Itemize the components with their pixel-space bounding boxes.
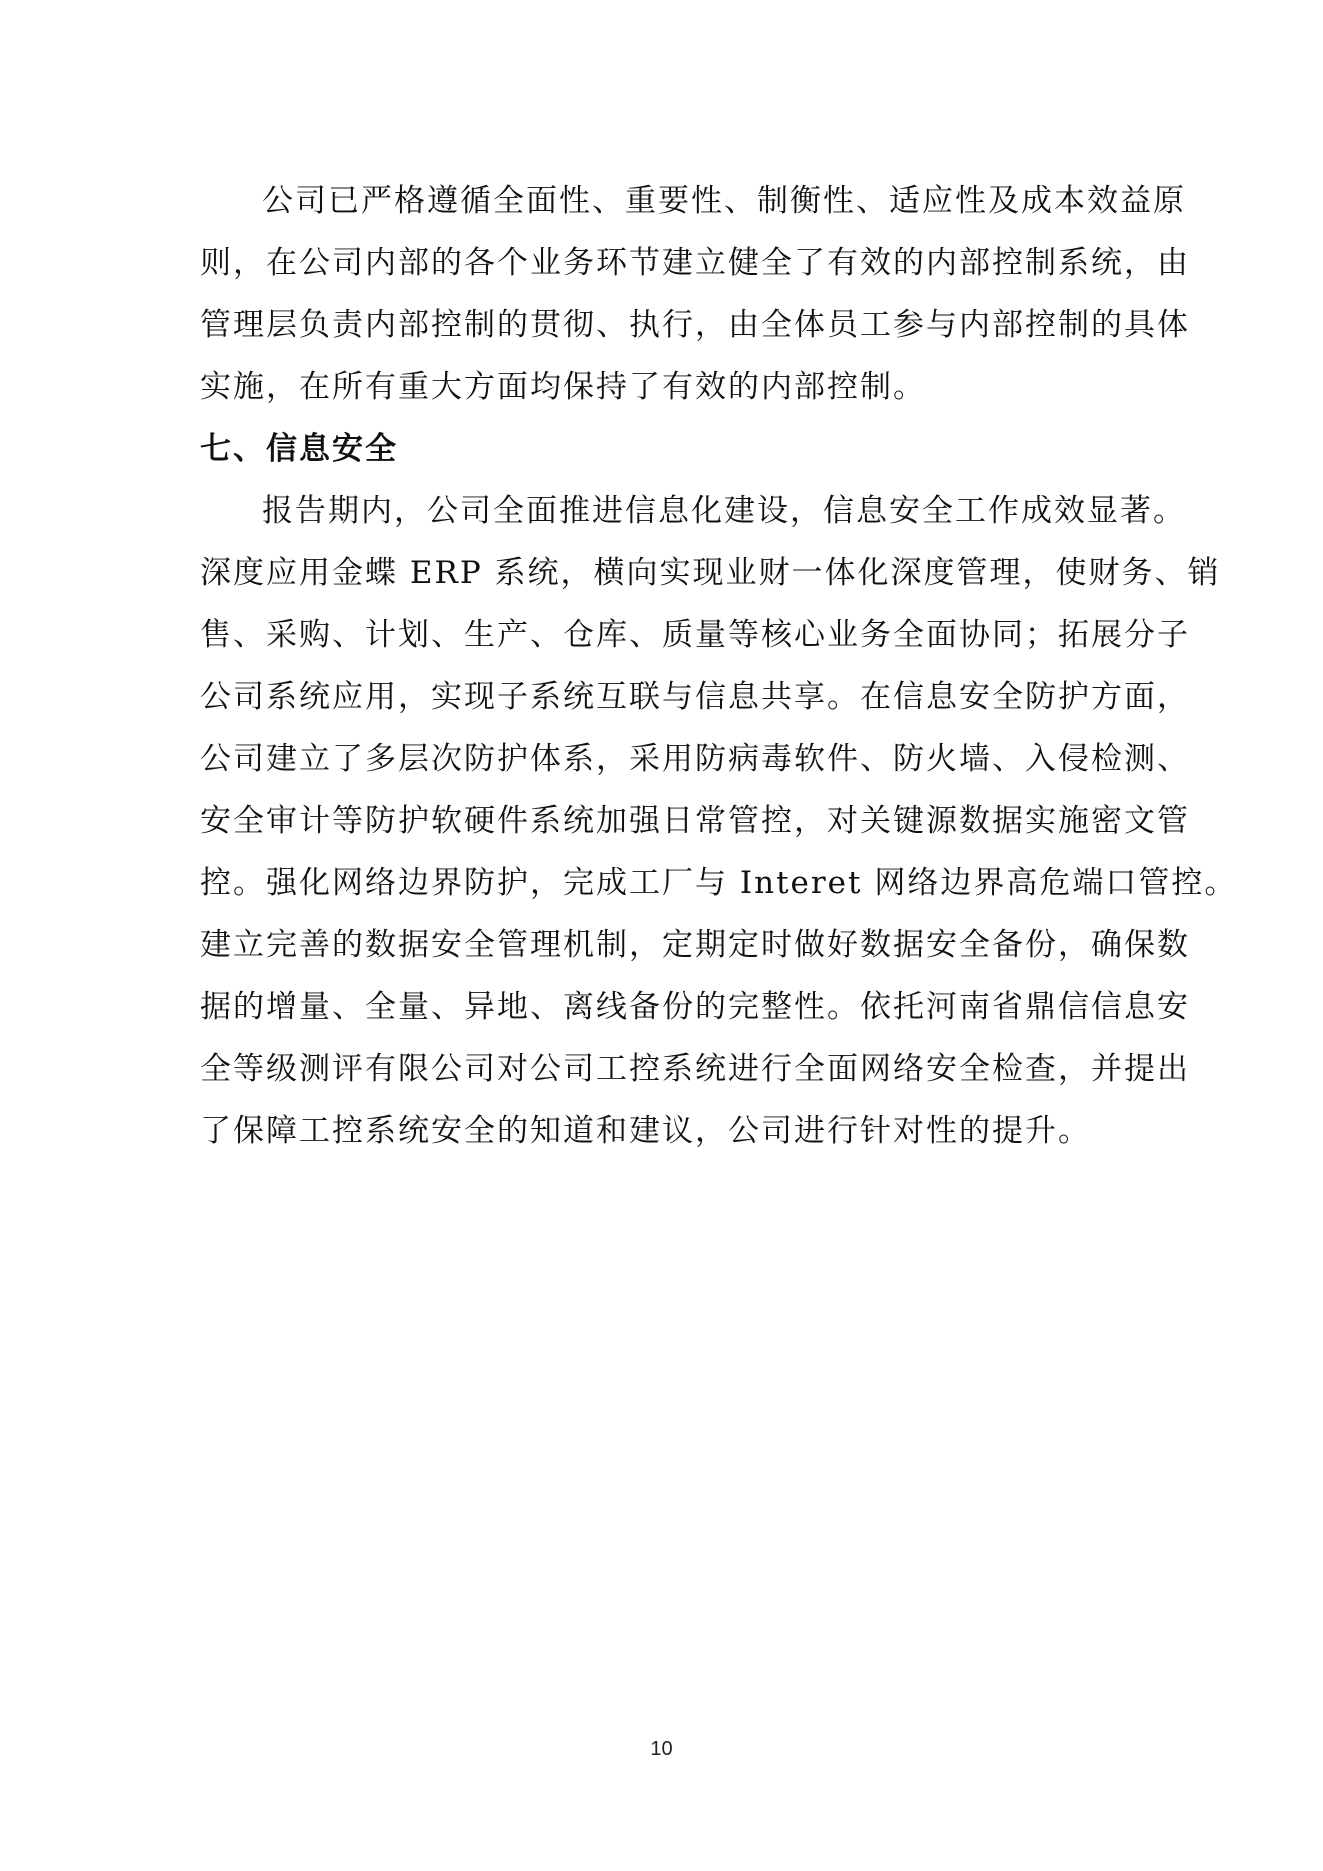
paragraph-line: 公司系统应用，实现子系统互联与信息共享。在信息安全防护方面，	[200, 679, 1190, 715]
paragraph-line: 售、采购、计划、生产、仓库、质量等核心业务全面协同；拓展分子	[200, 617, 1190, 653]
paragraph-line: 据的增量、全量、异地、离线备份的完整性。依托河南省鼎信信息安	[200, 989, 1190, 1025]
paragraph-line: 建立完善的数据安全管理机制，定期定时做好数据安全备份，确保数	[200, 927, 1190, 963]
page-content	[200, 170, 1238, 1162]
section-heading: 七、信息安全	[200, 431, 398, 467]
paragraph-line: 公司已严格遵循全面性、重要性、制衡性、适应性及成本效益原	[262, 183, 1186, 219]
page-number: 10	[650, 1738, 673, 1760]
paragraph-line: 则，在公司内部的各个业务环节建立健全了有效的内部控制系统，由	[200, 245, 1190, 281]
paragraph-line: 全等级测评有限公司对公司工控系统进行全面网络安全检查，并提出	[200, 1051, 1190, 1087]
paragraph-line: 安全审计等防护软硬件系统加强日常管控，对关键源数据实施密文管	[200, 803, 1190, 839]
paragraph-internal-control	[200, 170, 1190, 418]
paragraph-line: 管理层负责内部控制的贯彻、执行，由全体员工参与内部控制的具体	[200, 307, 1190, 343]
paragraph-line: 深度应用金蝶 ERP 系统，横向实现业财一体化深度管理，使财务、销	[200, 555, 1221, 591]
paragraph-line: 了保障工控系统安全的知道和建议，公司进行针对性的提升。	[200, 1113, 1091, 1149]
paragraph-line: 控。强化网络边界防护，完成工厂与 Interet 网络边界高危端口管控。	[200, 865, 1238, 901]
paragraph-line: 报告期内，公司全面推进信息化建设，信息安全工作成效显著。	[262, 493, 1186, 529]
paragraph-line: 实施，在所有重大方面均保持了有效的内部控制。	[200, 369, 926, 405]
paragraph-line: 公司建立了多层次防护体系，采用防病毒软件、防火墙、入侵检测、	[200, 741, 1190, 777]
paragraph-information-security	[200, 480, 1238, 1162]
